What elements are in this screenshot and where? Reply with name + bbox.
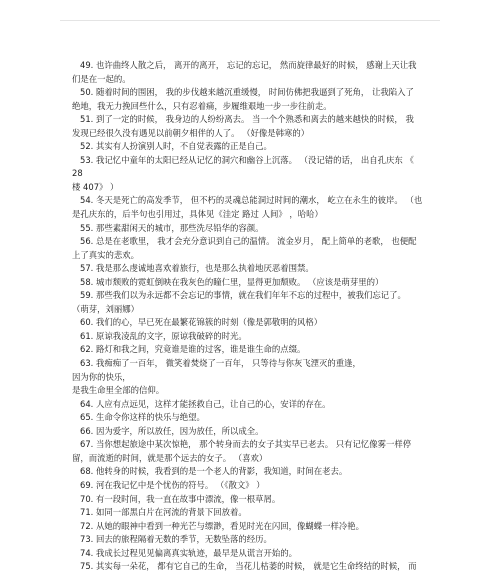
document-body (72, 59, 432, 574)
header-divider (60, 20, 440, 21)
text-line: 62. 路灯和我之间，究竟谁是谁的过客，谁是谁生命的点缀。 (80, 344, 306, 355)
text-line: 52. 其实有人扮演别人时，不自觉表露的正是自己。 (80, 141, 272, 152)
text-line: 65. 生命令你这样的快乐与绝望。 (80, 412, 205, 423)
text-line: 59. 那些我们以为永远都不会忘记的事情，就在我们年年不忘的过程中，被我们忘记了。 (80, 290, 406, 301)
text-line: 55. 那些素甜闲天的城市，那些洗尽铅华的容颜。 (80, 222, 264, 233)
text-line: （萌芽，刘丽娜） (72, 303, 139, 314)
text-line: 70. 有一段时间，我一直在故事中漂流，像一根草屑。 (80, 493, 281, 504)
text-line: 69. 河在我记忆中是个忧伤的符号。 （《散文》 ） (80, 479, 265, 490)
text-line: 留，而流逝的时间，就是那个远去的女子。 （喜欢） (72, 452, 268, 463)
text-line: 75. 其实每一朵花， 都有它自己的生命， 当花儿枯萎的时候， 就是它生命终结的时候， 而 (80, 561, 417, 572)
text-line: 58. 城市颓败的霓虹倒映在我灰色的瞳仁里，显得更加颓败。 （应该是萌芽里的） (80, 276, 384, 287)
text-line: 60. 我们的心，早已死在最繁花锦簇的时刻（像是郭敬明的风格） (80, 317, 323, 328)
text-line: 发现已经很久没有遇见以前朝夕相伴的人了。 （好像是韩寒的） (72, 127, 310, 138)
text-line: 们是在一起的。 (72, 73, 131, 84)
text-line: 63. 我痴痴了一百年， 微笑着焚烧了一百年， 只等待与你灰飞湮灭的重逢， (80, 358, 361, 369)
text-line: 绝地，我无力挽回些什么，只有忍着痛，步履维艰地一步一步往前走。 (72, 100, 332, 111)
text-line: 上了真实的悲欢。 (72, 249, 139, 260)
text-line: 68. 他转身的时候，我看到的是一个老人的背影，我知道，时间在老去。 (80, 466, 348, 477)
text-line: 67. 当你想起旅途中某次惊艳， 那个转身而去的女子其实早已老去。 只有记忆像雾一样停 (80, 439, 412, 450)
text-line: 50. 随着时间的围困， 我的步伐越来越沉重缓慢， 时间仿佛把我逼到了死角， 让我陷入了 (80, 87, 414, 98)
text-line: 74. 我成长过程见见偏离真实轨迹，最早是从谎言开始的。 (80, 547, 297, 558)
text-line: 66. 因为爱字，所以放任，因为放任，所以成全。 (80, 425, 264, 436)
text-line: 71. 如同一部黑白片在河流的背景下回放着。 (80, 507, 247, 518)
text-line: 72. 从她的眼神中看到一种光芒与缥渺，看见时光在闪回，像蝴蝶一样冷艳。 (80, 520, 364, 531)
text-line: 54. 冬天是死亡的高发季节， 但不朽的灵魂总能洞过时间的潮水， 屹立在永生的彼岸。 （也 (80, 195, 423, 206)
text-line: 49. 也许曲终人散之后， 离开的离开， 忘记的忘记， 然而旋律最好的时候， 感谢上天让我 (80, 60, 417, 70)
text-line: 61. 原谅我凌乱的文字，原谅我破碎的时光。 (80, 330, 247, 341)
text-line: 56. 总是在老歌里， 我才会充分意识到自己的温情。 流金岁月， 配上简单的老歌， 也便配 (80, 236, 417, 247)
text-line: 是孔庆东的，后半句也引用过，具体见《洼定 路过 人间》 ，哈哈） (72, 209, 323, 220)
text-line: 57. 我是那么虔诚地喜欢着旅行，也是那么执着地厌恶着围禁。 (80, 263, 314, 274)
text-line: 楼 407》 ） (72, 181, 119, 192)
text-line: 64. 人应有点远见，这样才能拯救自己，让自己的心，安详的存在。 (80, 398, 331, 409)
text-line: 是我生命里全部的信仰。 (72, 385, 165, 396)
text-line: 28 (72, 168, 83, 179)
text-line: 73. 回去的旅程隔着无数的季节，无数坠落的经历。 (80, 534, 272, 545)
text-line: 因为你的快乐， (72, 371, 131, 382)
text-line: 51. 到了一定的时候， 我身边的人纷纷离去。 当一个个熟悉和离去的越来越快的时候， 我 (80, 114, 414, 125)
text-line: 53. 我记忆中童年的太阳已经从记忆的洞穴和幽谷上沉落。 （没记错的话， 出自孔庆东 《 (80, 154, 414, 165)
